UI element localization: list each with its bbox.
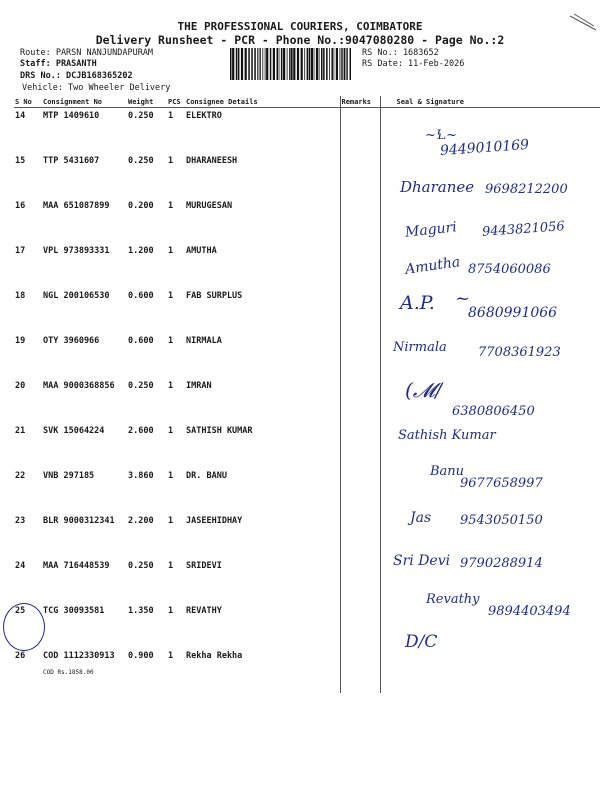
row-sno-text: 18 <box>15 291 26 301</box>
handwritten-note: Nirmala <box>393 340 447 355</box>
row-consignee-text: SATHISH KUMAR <box>186 426 253 436</box>
row-pcs <box>167 378 185 423</box>
barcode-bar <box>266 48 268 80</box>
row-weight-text: 2.200 <box>128 516 154 526</box>
barcode-bar <box>254 48 256 80</box>
handwritten-note: 9677658997 <box>460 476 543 491</box>
row-weight <box>127 108 167 154</box>
row-pcs <box>167 603 185 648</box>
route-label: Route: PARSN NANJUNDAPURAM <box>20 48 154 58</box>
table-row <box>14 513 600 558</box>
barcode-bar <box>289 48 290 80</box>
row-consignment-no-text: OTY 3960966 <box>43 336 100 346</box>
row-consignment-no-text: SVK 15064224 <box>43 426 105 436</box>
barcode-bar <box>241 48 243 80</box>
row-consignee <box>185 603 340 648</box>
table-row <box>14 378 600 423</box>
barcode-bar <box>230 48 232 80</box>
row-sno-text: 22 <box>15 471 26 481</box>
header-sno: S No <box>14 96 42 108</box>
barcode-bar <box>314 48 315 80</box>
row-pcs <box>167 468 185 513</box>
row-remarks <box>340 288 380 333</box>
row-consignment-no-text: MTP 1409610 <box>43 111 100 121</box>
row-signature <box>380 423 600 468</box>
row-weight-text: 0.250 <box>128 381 154 391</box>
row-pcs-text: 1 <box>168 246 174 256</box>
barcode-bar <box>347 48 348 80</box>
row-consignee <box>185 468 340 513</box>
table-header-row <box>14 96 600 108</box>
row-sno <box>14 468 42 513</box>
header-pcs: PCS <box>167 96 185 108</box>
barcode-bar <box>262 48 263 80</box>
row-consignment-no <box>42 603 127 648</box>
row-pcs <box>167 648 185 693</box>
row-sno-text: 23 <box>15 516 26 526</box>
row-consignment-no-text: COD 1112330913 <box>43 651 115 661</box>
barcode-bar <box>236 48 238 80</box>
row-weight <box>127 378 167 423</box>
row-consignment-no-text: VPL 973893331 <box>43 246 110 256</box>
barcode-bar <box>251 48 253 80</box>
runsheet-title: Delivery Runsheet - PCR - Phone No.:9047080280 - Page No.:2 <box>95 33 505 47</box>
row-sno-text: 19 <box>15 336 26 346</box>
row-weight-text: 0.250 <box>128 156 154 166</box>
row-weight-text: 1.200 <box>128 246 154 256</box>
row-signature <box>380 603 600 648</box>
barcode-bar <box>232 48 234 80</box>
barcode-bar <box>273 48 275 80</box>
row-signature <box>380 333 600 378</box>
row-consignment-no <box>42 288 127 333</box>
row-consignee-text: DHARANEESH <box>186 156 238 166</box>
barcode-bar <box>279 48 280 80</box>
row-sno <box>14 378 42 423</box>
row-consignment-no <box>42 198 127 243</box>
barcode-bar <box>287 48 288 80</box>
row-remarks <box>340 603 380 648</box>
handwritten-note: 9543050150 <box>460 513 543 528</box>
handwritten-note: Dharanee <box>400 178 475 196</box>
row-remarks <box>340 468 380 513</box>
row-sno <box>14 153 42 198</box>
runsheet-table <box>14 96 600 693</box>
row-consignee-text: Rekha Rekha <box>186 651 243 661</box>
row-consignee-text: MURUGESAN <box>186 201 233 211</box>
row-pcs-text: 1 <box>168 651 174 661</box>
barcode-bar <box>326 48 328 80</box>
row-sno-text: 26 <box>15 651 26 661</box>
row-consignment-no-text: NGL 200106530 <box>43 291 110 301</box>
row-signature <box>380 468 600 513</box>
row-weight <box>127 468 167 513</box>
row-consignee <box>185 288 340 333</box>
header-weight: Weight <box>127 96 167 108</box>
handwritten-note: Sri Devi <box>393 553 451 569</box>
vehicle-label: Vehicle: Two Wheeler Delivery <box>22 83 171 93</box>
barcode-bar <box>336 48 338 80</box>
row-pcs-text: 1 <box>168 561 174 571</box>
row-weight <box>127 423 167 468</box>
row-consignee-text: SRIDEVI <box>186 561 222 571</box>
handwritten-note: Revathy <box>426 592 480 607</box>
row-weight <box>127 333 167 378</box>
rs-date: RS Date: 11-Feb-2026 <box>362 59 465 69</box>
row-sno <box>14 648 42 693</box>
row-consignment-no <box>42 648 127 693</box>
barcode-bar <box>248 48 250 80</box>
barcode-bar <box>304 48 305 80</box>
row-consignment-no <box>42 333 127 378</box>
barcode-bar <box>265 48 266 80</box>
row-sno-text: 14 <box>15 111 26 121</box>
row-pcs-text: 1 <box>168 336 174 346</box>
row-weight <box>127 153 167 198</box>
table-row <box>14 288 600 333</box>
row-weight <box>127 648 167 693</box>
barcode-bar <box>329 48 330 80</box>
signature-scribble: (𝓜/ <box>405 378 442 402</box>
row-consignment-no-text: MAA 716448539 <box>43 561 110 571</box>
row-pcs-text: 1 <box>168 606 174 616</box>
row-consignee <box>185 558 340 603</box>
handwritten-note: 9894403494 <box>488 604 571 619</box>
row-weight <box>127 603 167 648</box>
barcode-bar <box>331 48 333 80</box>
row-pcs <box>167 243 185 288</box>
table-row <box>14 243 600 288</box>
row-consignee-text: FAB SURPLUS <box>186 291 243 301</box>
row-consignee-text: ELEKTRO <box>186 111 222 121</box>
row-consignee <box>185 198 340 243</box>
row-pcs <box>167 423 185 468</box>
row-sno-text: 16 <box>15 201 26 211</box>
row-sno <box>14 333 42 378</box>
cod-amount: COD Rs.1858.00 <box>43 669 94 676</box>
row-remarks <box>340 558 380 603</box>
signature-scribble: ~ <box>455 288 471 309</box>
row-consignment-no <box>42 558 127 603</box>
row-sno <box>14 243 42 288</box>
row-sno-text: 21 <box>15 426 26 436</box>
row-pcs-text: 1 <box>168 156 174 166</box>
row-remarks <box>340 153 380 198</box>
row-consignee-text: AMUTHA <box>186 246 217 256</box>
row-consignment-no <box>42 243 127 288</box>
handwritten-note: 7708361923 <box>478 345 561 360</box>
row-remarks <box>340 108 380 154</box>
row-sno-text: 17 <box>15 246 26 256</box>
staff-label: Staff: PRASANTH <box>20 59 97 69</box>
row-consignment-no <box>42 378 127 423</box>
handwritten-note: Jas <box>410 510 432 526</box>
barcode <box>230 48 354 80</box>
barcode-bar <box>342 48 343 80</box>
barcode-bar <box>307 48 309 80</box>
handwritten-note: 8754060086 <box>468 262 551 277</box>
row-sno <box>14 558 42 603</box>
barcode-bar <box>297 48 299 80</box>
drs-label: DRS No.: DCJB168365202 <box>20 71 133 81</box>
table-row <box>14 648 600 693</box>
row-consignee <box>185 513 340 558</box>
row-weight-text: 0.600 <box>128 291 154 301</box>
handwritten-note: 8680991066 <box>468 305 558 321</box>
row-sno-text: 15 <box>15 156 26 166</box>
row-remarks <box>340 378 380 423</box>
barcode-bar <box>270 48 272 80</box>
handwritten-note: 6380806450 <box>452 404 535 419</box>
row-consignee <box>185 333 340 378</box>
rs-number: RS No.: 1683652 <box>362 48 439 58</box>
row-remarks <box>340 243 380 288</box>
row-consignee <box>185 108 340 154</box>
row-sno <box>14 198 42 243</box>
header-signature: Seal & Signature <box>380 96 600 108</box>
row-consignment-no <box>42 513 127 558</box>
row-consignee-text: DR. BANU <box>186 471 227 481</box>
handwritten-note: A.P. <box>400 292 435 314</box>
row-sno-text: 24 <box>15 561 26 571</box>
barcode-bar <box>259 48 260 80</box>
header-remarks: Remarks <box>340 96 380 108</box>
row-sno-text: 20 <box>15 381 26 391</box>
row-consignment-no-text: MAA 651087899 <box>43 201 110 211</box>
row-consignment-no <box>42 423 127 468</box>
row-remarks <box>340 333 380 378</box>
table-row <box>14 108 600 154</box>
row-sno <box>14 288 42 333</box>
row-pcs <box>167 558 185 603</box>
handwritten-note: Maguri <box>404 219 458 241</box>
barcode-bar <box>321 48 323 80</box>
barcode-bar <box>293 48 295 80</box>
signature-scribble: ~Ꝇ~ <box>425 128 458 143</box>
row-pcs-text: 1 <box>168 291 174 301</box>
header-consignment: Consignment No <box>42 96 127 108</box>
row-weight-text: 3.860 <box>128 471 154 481</box>
row-signature <box>380 513 600 558</box>
table-row <box>14 153 600 198</box>
barcode-bar <box>344 48 346 80</box>
barcode-bar <box>281 48 283 80</box>
row-consignee <box>185 243 340 288</box>
row-signature <box>380 558 600 603</box>
row-consignee <box>185 153 340 198</box>
row-weight <box>127 243 167 288</box>
barcode-bar <box>283 48 285 80</box>
row-sno <box>14 513 42 558</box>
row-weight-text: 2.600 <box>128 426 154 436</box>
table-row <box>14 198 600 243</box>
handwritten-note: Amutha <box>404 254 462 278</box>
row-consignment-no-text: TCG 30093581 <box>43 606 105 616</box>
row-weight-text: 0.900 <box>128 651 154 661</box>
barcode-bar <box>319 48 320 80</box>
row-weight <box>127 288 167 333</box>
row-signature <box>380 378 600 423</box>
row-consignment-no-text: VNB 297185 <box>43 471 95 481</box>
table-row <box>14 333 600 378</box>
row-remarks <box>340 423 380 468</box>
barcode-bar <box>245 48 247 80</box>
row-signature <box>380 108 600 154</box>
barcode-bar <box>311 48 313 80</box>
row-pcs-text: 1 <box>168 111 174 121</box>
row-pcs-text: 1 <box>168 426 174 436</box>
row-signature <box>380 198 600 243</box>
barcode-bar <box>346 48 347 80</box>
row-pcs <box>167 108 185 154</box>
row-signature <box>380 288 600 333</box>
row-sno-text: 25 <box>15 606 26 616</box>
table-row <box>14 468 600 513</box>
barcode-bar <box>290 48 292 80</box>
row-weight-text: 1.350 <box>128 606 154 616</box>
row-weight-text: 0.200 <box>128 201 154 211</box>
row-consignment-no-text: MAA 9000368856 <box>43 381 115 391</box>
table-row <box>14 603 600 648</box>
row-pcs-text: 1 <box>168 201 174 211</box>
barcode-bar <box>277 48 279 80</box>
row-pcs <box>167 198 185 243</box>
handwritten-note: 9449010169 <box>439 136 530 160</box>
table-row <box>14 558 600 603</box>
row-signature <box>380 153 600 198</box>
barcode-bar <box>260 48 261 80</box>
row-consignment-no-text: TTP 5431607 <box>43 156 100 166</box>
company-title: THE PROFESSIONAL COURIERS, COIMBATORE <box>177 20 423 33</box>
row-weight-text: 0.250 <box>128 111 154 121</box>
barcode-bar <box>323 48 325 80</box>
barcode-bar <box>350 48 352 80</box>
row-consignee-text: JASEEHIDHAY <box>186 516 243 526</box>
row-consignee-text: NIRMALA <box>186 336 222 346</box>
row-pcs <box>167 513 185 558</box>
handwritten-note: Sathish Kumar <box>398 428 496 443</box>
row-consignment-no-text: BLR 9000312341 <box>43 516 115 526</box>
row-pcs-text: 1 <box>168 381 174 391</box>
row-pcs <box>167 333 185 378</box>
handwritten-note: 9698212200 <box>485 182 568 197</box>
row-remarks <box>340 648 380 693</box>
table-row <box>14 423 600 468</box>
row-consignee <box>185 648 340 693</box>
row-26-circle-mark <box>3 603 45 651</box>
handwritten-note: D/C <box>405 632 438 652</box>
row-signature <box>380 243 600 288</box>
row-consignee <box>185 423 340 468</box>
row-pcs <box>167 288 185 333</box>
row-weight <box>127 513 167 558</box>
barcode-bar <box>301 48 303 80</box>
row-remarks <box>340 513 380 558</box>
row-weight-text: 0.600 <box>128 336 154 346</box>
row-weight <box>127 558 167 603</box>
row-sno <box>14 108 42 154</box>
row-consignment-no <box>42 108 127 154</box>
barcode-bar <box>340 48 341 80</box>
header-consignee: Consignee Details <box>185 96 340 108</box>
corner-pen-mark <box>568 12 598 32</box>
row-signature <box>380 648 600 693</box>
row-weight-text: 0.250 <box>128 561 154 571</box>
row-pcs-text: 1 <box>168 516 174 526</box>
row-pcs-text: 1 <box>168 471 174 481</box>
handwritten-note: 9790288914 <box>460 556 543 571</box>
barcode-bar <box>334 48 335 80</box>
row-pcs <box>167 153 185 198</box>
row-remarks <box>340 198 380 243</box>
barcode-bar <box>257 48 258 80</box>
barcode-bar <box>316 48 318 80</box>
row-consignee <box>185 378 340 423</box>
row-weight <box>127 198 167 243</box>
handwritten-note: 9443821056 <box>481 219 566 240</box>
row-consignment-no <box>42 468 127 513</box>
row-consignment-no <box>42 153 127 198</box>
barcode-bar <box>309 48 311 80</box>
barcode-bar <box>238 48 240 80</box>
row-sno <box>14 423 42 468</box>
barcode-bar <box>341 48 342 80</box>
row-consignee-text: REVATHY <box>186 606 222 616</box>
row-consignee-text: IMRAN <box>186 381 212 391</box>
handwritten-note: Banu <box>430 464 465 479</box>
